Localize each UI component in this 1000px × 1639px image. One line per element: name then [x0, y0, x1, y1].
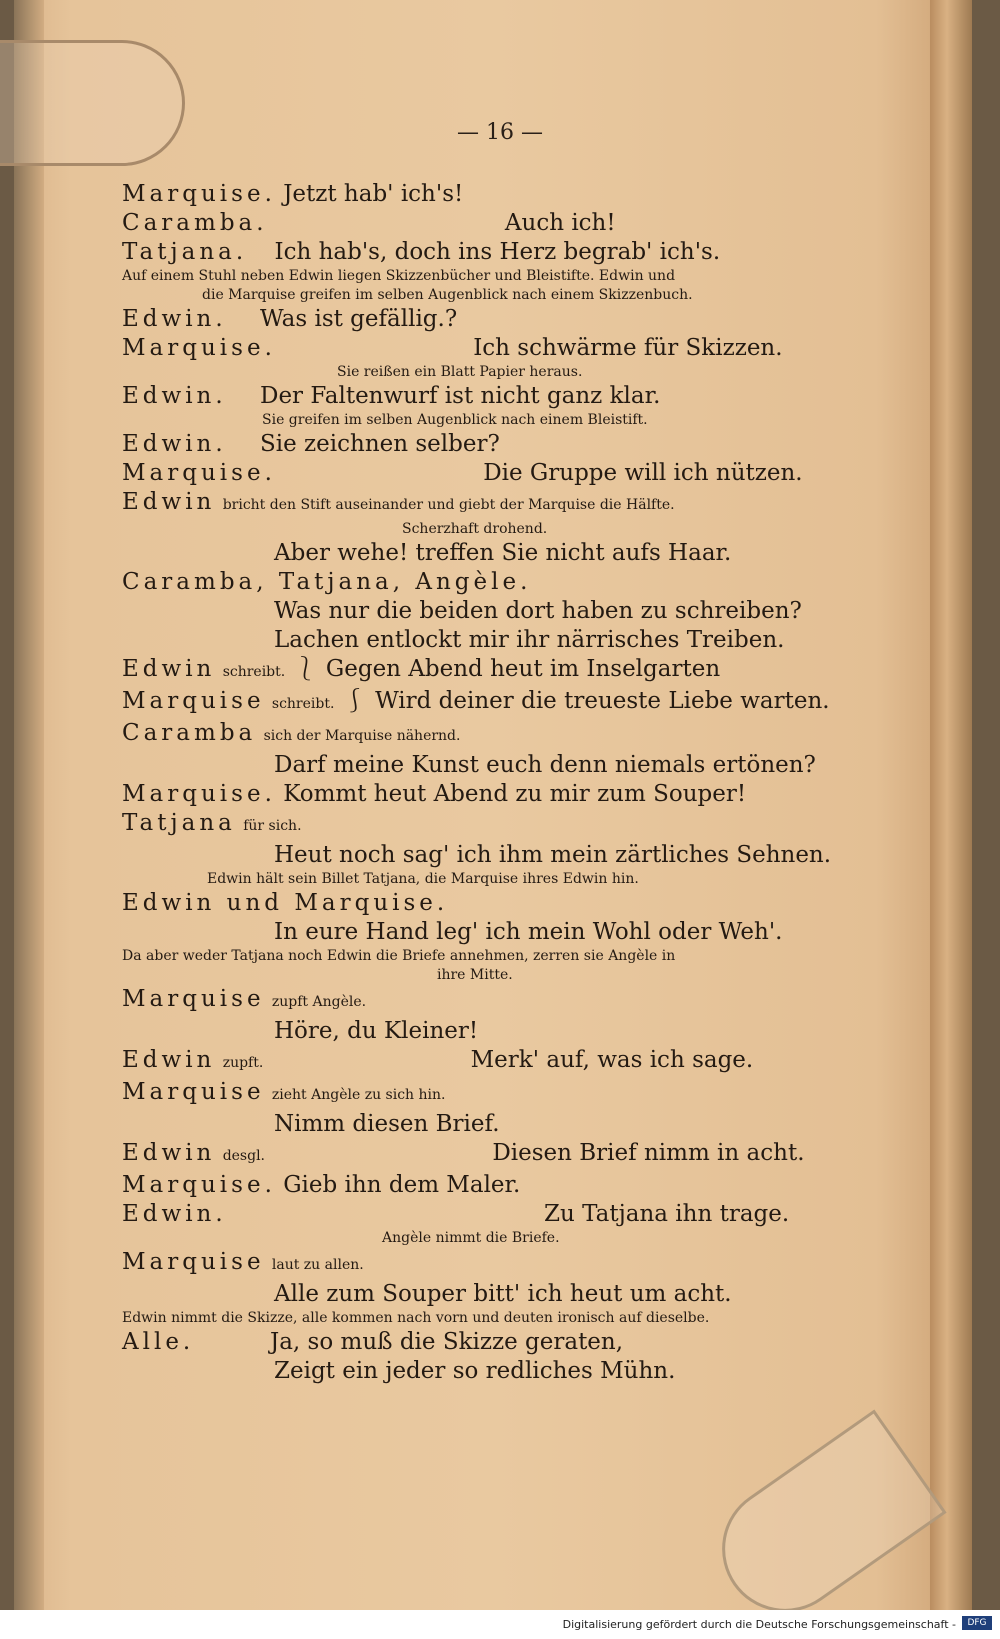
page-gutter — [14, 0, 44, 1610]
speaker: Tatjana — [122, 810, 236, 836]
speaker: Edwin. — [122, 431, 227, 457]
dialogue: Was nur die beiden dort haben zu schreiben? — [274, 598, 802, 624]
stage-inline: zupft. — [222, 1055, 264, 1071]
stage-inline: desgl. — [222, 1148, 266, 1164]
dialogue: Jetzt hab' ich's! — [283, 181, 464, 207]
script-line — [122, 1078, 902, 1110]
stage-inline: schreibt. — [271, 696, 335, 712]
dialogue: Heut noch sag' ich ihm mein zärtliches Sehnen. — [274, 842, 832, 868]
script-line — [122, 809, 902, 841]
dialogue: Ich schwärme für Skizzen. — [473, 335, 783, 361]
stage-inline: sich der Marquise nähernd. — [263, 728, 461, 744]
paper-clip-top — [0, 40, 185, 166]
script-line — [122, 687, 902, 719]
speaker: Marquise. — [122, 1172, 276, 1198]
speaker: Tatjana. — [122, 239, 248, 265]
stage-direction: Sie reißen ein Blatt Papier heraus. — [337, 364, 583, 380]
stage-inline: zupft Angèle. — [271, 994, 367, 1010]
stage-inline: bricht den Stift auseinander und giebt der Marquise die Hälfte. — [222, 497, 675, 513]
speaker: Marquise. — [122, 181, 276, 207]
page-number: — 16 — — [457, 120, 543, 145]
dialogue: Ich hab's, doch ins Herz begrab' ich's. — [274, 239, 721, 265]
script-line — [122, 985, 902, 1017]
dfg-logo: DFG — [962, 1616, 992, 1630]
speaker: Edwin. — [122, 1201, 227, 1227]
dialogue: Sie zeichnen selber? — [260, 431, 500, 457]
script-line — [122, 488, 902, 520]
script-line — [122, 459, 902, 488]
stage-inline: für sich. — [243, 818, 302, 834]
stage-direction: die Marquise greifen im selben Augenblick nach einem Skizzenbuch. — [202, 287, 693, 303]
speaker: Edwin. — [122, 383, 227, 409]
digitization-footer — [0, 1610, 1000, 1639]
script-line — [122, 1171, 902, 1200]
next-page-edge — [930, 0, 972, 1610]
brace-glyph: ⎰ — [343, 688, 367, 714]
script-line — [122, 430, 902, 459]
speaker: Marquise. — [122, 335, 276, 361]
stage-inline: schreibt. — [222, 664, 286, 680]
script-line — [122, 780, 902, 809]
script-text — [122, 180, 902, 1386]
stage-direction: Auf einem Stuhl neben Edwin liegen Skizzenbücher und Bleistifte. Edwin und — [122, 268, 676, 284]
stage-inline: laut zu allen. — [271, 1257, 364, 1273]
dialogue: Diesen Brief nimm in acht. — [492, 1140, 805, 1166]
dialogue: In eure Hand leg' ich mein Wohl oder Weh'. — [274, 919, 783, 945]
dialogue: Höre, du Kleiner! — [274, 1018, 479, 1044]
script-line — [122, 719, 902, 751]
speaker: Edwin — [122, 1140, 216, 1166]
paper-clip-bottom — [697, 1409, 946, 1636]
script-line — [122, 180, 902, 209]
dialogue: Wird deiner die treueste Liebe warten. — [375, 688, 830, 714]
stage-direction: Sie greifen im selben Augenblick nach einem Bleistift. — [262, 412, 648, 428]
speaker: Edwin. — [122, 306, 227, 332]
speaker: Marquise — [122, 688, 265, 714]
dialogue: Ja, so muß die Skizze geraten, — [270, 1329, 624, 1355]
script-line — [122, 1200, 902, 1229]
script-line — [122, 305, 902, 334]
script-line — [122, 334, 902, 363]
speaker: Edwin — [122, 489, 216, 515]
dialogue: Die Gruppe will ich nützen. — [483, 460, 803, 486]
dialogue: Was ist gefällig.? — [260, 306, 458, 332]
stage-direction: ihre Mitte. — [437, 967, 513, 983]
footer-credit: Digitalisierung gefördert durch die Deutsche Forschungsgemeinschaft - — [562, 1618, 956, 1631]
script-line — [122, 655, 902, 687]
dialogue: Merk' auf, was ich sage. — [470, 1047, 754, 1073]
speaker: Edwin und Marquise. — [122, 890, 449, 916]
dialogue: Darf meine Kunst euch denn niemals ertönen? — [274, 752, 816, 778]
script-line — [122, 1046, 902, 1078]
speaker: Caramba, Tatjana, Angèle. — [122, 569, 532, 595]
script-line — [122, 238, 902, 267]
stage-inline: zieht Angèle zu sich hin. — [271, 1087, 446, 1103]
speaker: Alle. — [122, 1329, 195, 1355]
dialogue: Gegen Abend heut im Inselgarten — [325, 656, 721, 682]
dialogue: Lachen entlockt mir ihr närrisches Treiben. — [274, 627, 785, 653]
dialogue: Gieb ihn dem Maler. — [283, 1172, 521, 1198]
speaker: Marquise — [122, 1249, 265, 1275]
script-line — [122, 382, 902, 411]
dialogue: Alle zum Souper bitt' ich heut um acht. — [274, 1281, 732, 1307]
dialogue: Auch ich! — [504, 210, 616, 236]
dialogue: Der Faltenwurf ist nicht ganz klar. — [260, 383, 661, 409]
dialogue: Nimm diesen Brief. — [274, 1111, 500, 1137]
speaker: Edwin — [122, 1047, 216, 1073]
speaker: Marquise — [122, 1079, 265, 1105]
speaker: Marquise — [122, 986, 265, 1012]
dialogue: Zeigt ein jeder so redliches Mühn. — [274, 1358, 676, 1384]
dialogue: Kommt heut Abend zu mir zum Souper! — [283, 781, 747, 807]
script-line — [122, 1139, 902, 1171]
script-line — [122, 1328, 902, 1357]
stage-direction: Edwin nimmt die Skizze, alle kommen nach vorn und deuten ironisch auf dieselbe. — [122, 1310, 710, 1326]
script-line — [122, 1248, 902, 1280]
speaker: Edwin — [122, 656, 216, 682]
speaker: Marquise. — [122, 781, 276, 807]
speaker: Marquise. — [122, 460, 276, 486]
stage-direction: Edwin hält sein Billet Tatjana, die Marquise ihres Edwin hin. — [207, 871, 639, 887]
speaker: Caramba. — [122, 210, 268, 236]
script-line — [122, 209, 902, 238]
dialogue: Zu Tatjana ihn trage. — [544, 1201, 790, 1227]
stage-direction: Da aber weder Tatjana noch Edwin die Briefe annehmen, zerren sie Angèle in — [122, 948, 676, 964]
brace-glyph: ⎱ — [294, 656, 318, 682]
stage-direction: Scherzhaft drohend. — [402, 521, 548, 537]
dialogue: Aber wehe! treffen Sie nicht aufs Haar. — [274, 540, 732, 566]
speaker: Caramba — [122, 720, 257, 746]
stage-direction: Angèle nimmt die Briefe. — [382, 1230, 560, 1246]
